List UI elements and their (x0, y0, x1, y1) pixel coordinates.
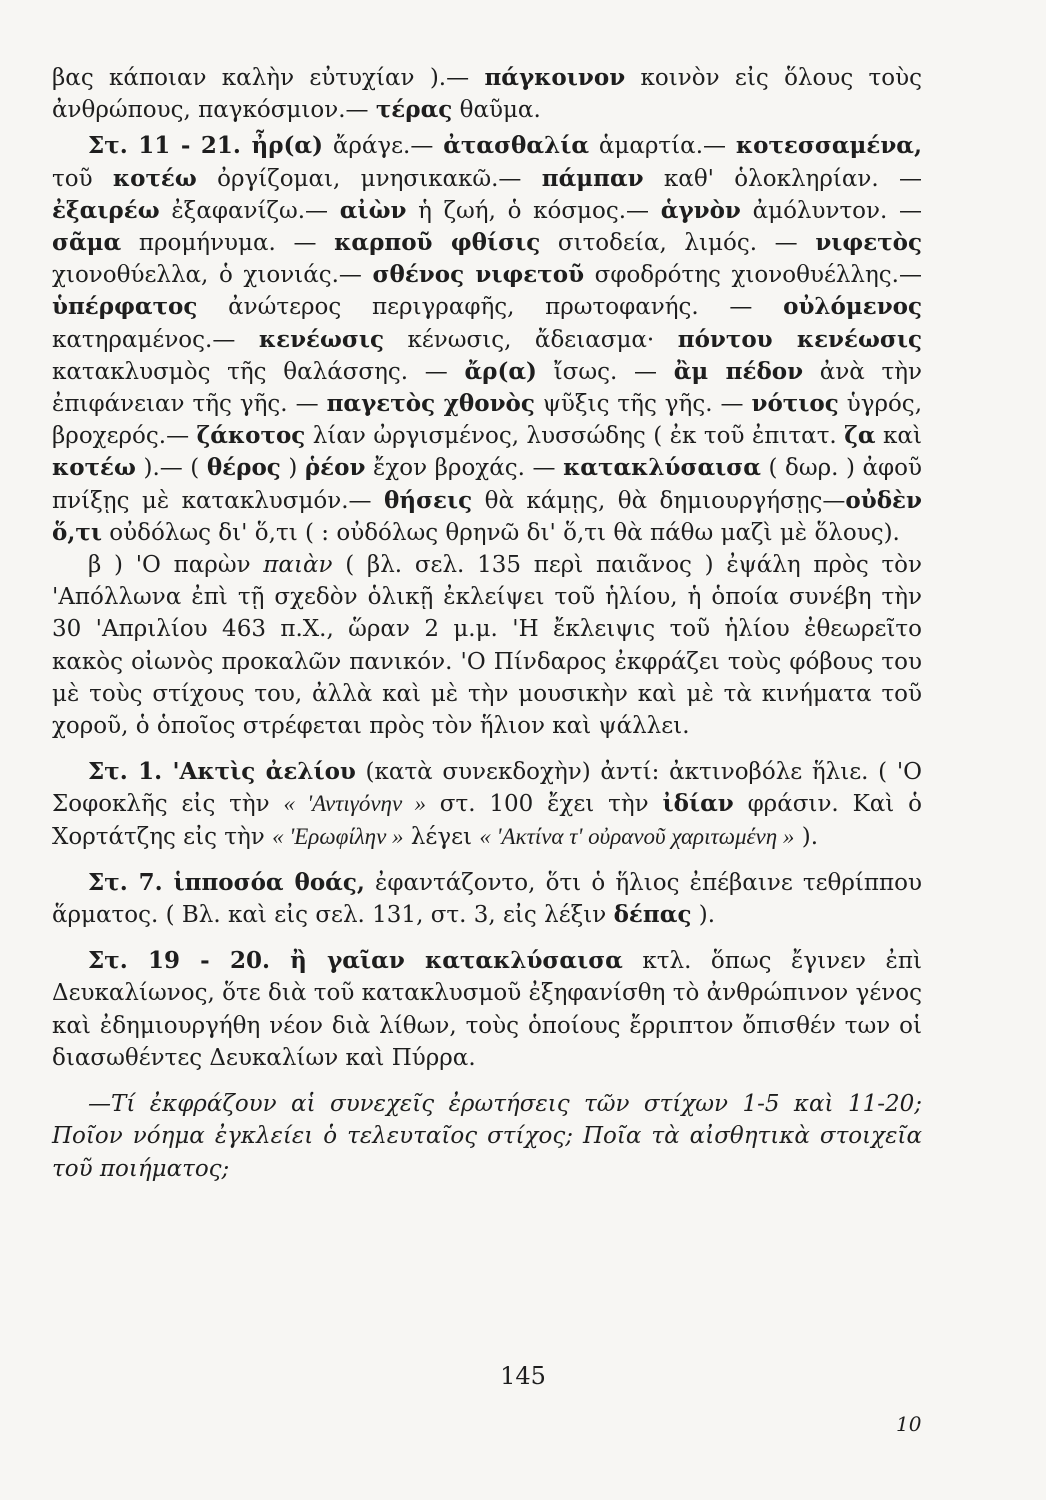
text-run: (κατὰ συνεκδοχὴν) ἀντί: ἀκτινοβόλε ἥλιε. ( 'Ο Σοφοκλῆς εἰς τὴν (52, 759, 922, 818)
text-run: ἡ ζωή, ὁ κόσμος.— (406, 197, 661, 224)
bold-term: ἀτασθαλία (443, 132, 590, 160)
text-run: σφοδρότης χιονοθυέλλης.— (584, 262, 922, 289)
bold-term: νότιος (751, 390, 839, 418)
text-run: ψῦξις τῆς γῆς. — (534, 391, 752, 418)
italic-text: « 'Ακτίνα τ' οὐρανοῦ χαριτωμένη » (479, 823, 795, 849)
text-run: κένωσις, ἄδειασμα· (384, 326, 678, 353)
bold-term: ἁγνὸν (660, 196, 741, 224)
bold-term: κοτέω (112, 164, 197, 192)
text-run: κατηραμένος.— (52, 326, 259, 353)
text-run: ἐφαντάζοντο, ὅτι ὁ ἥλιος ἐπέβαινε τεθρίππου ἅρματος. ( Βλ. καὶ εἰς σελ. 131, στ. 3, εἰς λέξιν (52, 869, 922, 929)
paragraph (52, 867, 922, 931)
italic-text: « 'Ερωφίλην » (272, 823, 404, 849)
page-number: 145 (500, 1362, 546, 1390)
paragraph (52, 549, 922, 742)
text-run: θὰ κάμῃς, θὰ δημιουργήσῃς— (472, 487, 846, 514)
bold-term: κατακλύσαισα (563, 454, 761, 482)
bold-term: θήσεις (384, 486, 473, 514)
text-run: βας κάποιαν καλὴν εὐτυχίαν ).— (52, 65, 485, 91)
paragraph (52, 945, 922, 1074)
bold-term: καρποῦ φθίσις (334, 229, 541, 257)
bold-term: οὐδὲν ὅ,τι (52, 486, 922, 546)
text-run: τοῦ (52, 165, 113, 192)
bold-term: τέρας (375, 96, 453, 124)
bold-term: κενέωσις (258, 325, 384, 353)
bold-term: Στ. 7. ἱπποσόα θοάς, (88, 868, 365, 896)
bold-term: νιφετὸς (815, 229, 923, 257)
text-run: οὐδόλως δι' ὅ,τι ( : οὐδόλως θρηνῶ δι' ὅ,τι θὰ πάθω μαζὶ μὲ ὅλους). (101, 519, 900, 546)
paragraph (52, 62, 922, 126)
bold-term: ῥέον (304, 454, 366, 482)
paragraph (52, 756, 922, 853)
text-run: θαῦμα. (452, 97, 541, 124)
text-run: ( βλ. σελ. 135 περὶ παιᾶνος ) ἐψάλη πρὸς τὸν 'Απόλλωνα ἐπὶ τῇ σχεδὸν ὁλικῇ ἐκλείψει τοῦ ἡλίου, ἡ ὁποία συνέβη τὴν 30 'Απριλίου 463 π.Χ., ὥραν 2 μ.μ. 'Η ἔκλειψις τοῦ ἡλίου ἐθεωρεῖτο κακὸς οἰωνὸς προκαλῶν πανικόν. 'Ο Πίνδαρος ἐκφράζει τοὺς φόβους του μὲ τοὺς στίχους του, ἀλλὰ καὶ μὲ τὴν μουσικὴν καὶ μὲ τὰ κινήματα τοῦ χοροῦ, ὁ ὁποῖος στρέφεται πρὸς τὸν ἥλιον καὶ ψάλλει. (52, 552, 923, 740)
text-run: καθ' ὁλοκληρίαν. — (643, 165, 922, 192)
bold-term: πόντου κενέωσις (677, 325, 922, 353)
bold-term: κοτεσσαμένα, (735, 132, 922, 160)
text-run: λίαν ὠργισμένος, λυσσώδης ( ἐκ τοῦ ἐπιτατ. (305, 423, 845, 450)
bold-term: ὑπέρφατος (52, 293, 198, 321)
bold-term: κοτέω (52, 454, 136, 482)
text-run: ἀνὰ τὴν ἐπιφάνειαν τῆς γῆς. — (52, 358, 923, 418)
text-run: κατακλυσμὸς τῆς θαλάσσης. — (52, 358, 465, 385)
bold-term: σθένος νιφετοῦ (372, 261, 585, 289)
bold-term: δέπας (613, 901, 692, 929)
text-run: ( δωρ. ) ἀφοῦ πνίξῃς μὲ κατακλυσμόν.— (52, 455, 922, 514)
text-run: στ. 100 ἔχει τὴν (425, 791, 663, 818)
bold-term: παγετὸς χθονὸς (326, 390, 535, 418)
text-run: καὶ (875, 423, 922, 450)
bold-term: σᾶμα (52, 229, 122, 257)
bold-term: ζα (844, 422, 876, 450)
text-run: β ) 'Ο παρὼν (88, 552, 264, 579)
text-run: ἐξαφανίζω.— (159, 197, 340, 224)
text-run: ὑγρός, βροχερός.— (52, 391, 923, 450)
paragraph (52, 1088, 922, 1185)
text-run: ἔχον βροχάς. — (365, 455, 564, 482)
text-run: ) (280, 455, 305, 482)
text-run: σιτοδεία, λιμός. — (540, 230, 816, 257)
text-run: χιονοθύελλα, ὁ χιονιάς.— (52, 262, 373, 289)
text-run: ). (794, 823, 819, 850)
bold-term: ἐξαιρέω (52, 196, 160, 224)
bold-term: Στ. 1. 'Ακτὶς ἀελίου (88, 758, 356, 786)
text-run: ἀνώτερος περιγραφῆς, πρωτοφανής. — (197, 294, 784, 321)
italic-text: παιὰν (263, 552, 333, 579)
bold-term: πάμπαν (541, 164, 644, 192)
text-run: κοινὸν εἰς ὅλους τοὺς ἀνθρώπους, παγκόσμιον.— (52, 65, 922, 124)
bold-term: πάγκοινον (484, 64, 626, 91)
bold-term: Στ. 19 - 20. ἢ γαῖαν κατακλύσαισα (88, 947, 623, 975)
bold-term: ἰδίαν (662, 790, 734, 818)
bold-term: ζάκοτος (196, 422, 306, 450)
italic-text: —Τί ἐκφράζουν αἱ συνεχεῖς ἐρωτήσεις τῶν στίχων 1-5 καὶ 11-20; Ποῖον νόημα ἐγκλείει ὁ τελευταῖος στίχος; Ποῖα τὰ αἰσθητικὰ στοιχεῖα τοῦ ποιήματος; (52, 1091, 922, 1182)
text-run: φράσιν. Καὶ ὁ Χορτάτζης εἰς τὴν (52, 791, 922, 850)
text-run: προμήνυμα. — (121, 230, 335, 257)
text-run: ἴσως. — (536, 358, 674, 385)
text-run: λέγει (403, 823, 480, 850)
signature-mark: 10 (896, 1412, 922, 1436)
text-run: ). (691, 902, 716, 929)
commentary-text (52, 62, 922, 1185)
text-run: ἄράγε.— (322, 133, 444, 160)
paragraph (52, 130, 922, 549)
text-run: κτλ. ὅπως ἔγινεν ἐπὶ Δευκαλίωνος, ὅτε διὰ τοῦ κατακλυσμοῦ ἐξηφανίσθη τὸ ἀνθρώπινον γένος καὶ ἐδημιουργήθη νέον διὰ λίθων, τοὺς ὁποίους ἔρριπτον ὄπισθέν των οἱ διασωθέντες Δευκαλίων καὶ Πύρρα. (52, 948, 922, 1071)
bold-term: θέρος (206, 454, 281, 482)
text-run: ).— ( (135, 455, 207, 482)
bold-term: οὐλόμενος (783, 293, 922, 321)
italic-text: « 'Αντιγόνην » (283, 791, 426, 817)
text-run: ἁμαρτία.— (589, 133, 736, 160)
text-run: ὀργίζομαι, μνησικακῶ.— (196, 165, 542, 192)
bold-term: Στ. 11 - 21. ἦρ(α) (88, 132, 323, 160)
text-run: ἀμόλυντον. — (740, 197, 923, 224)
bold-term: ἂμ πέδον (673, 357, 804, 385)
bold-term: αἰὼν (339, 196, 407, 224)
bold-term: ἄρ(α) (464, 357, 537, 385)
